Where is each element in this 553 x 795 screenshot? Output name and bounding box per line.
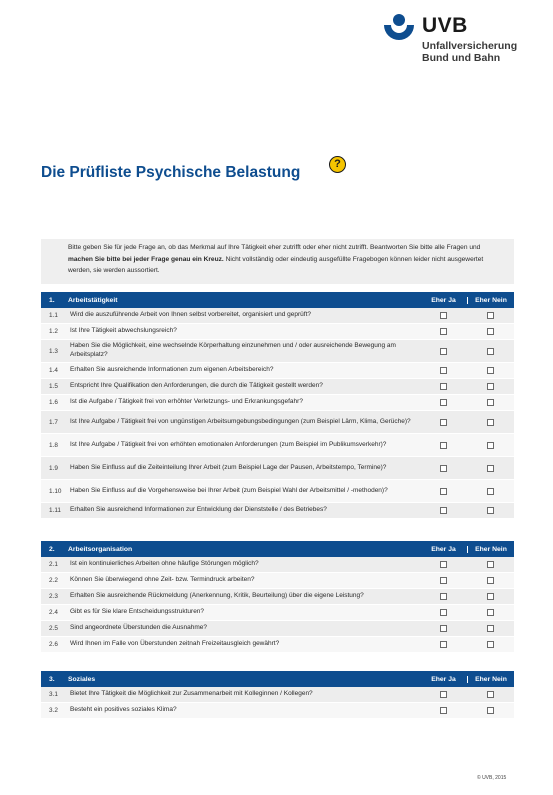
question-mark-icon: ? — [329, 156, 346, 173]
answer-yes-checkbox[interactable] — [440, 707, 447, 714]
question-row — [41, 379, 514, 395]
answer-yes-checkbox[interactable] — [440, 399, 447, 406]
question-row — [41, 573, 514, 589]
question-row — [41, 503, 514, 519]
question-row — [41, 340, 514, 363]
answer-no-checkbox[interactable] — [487, 442, 494, 449]
question-number: 3.2 — [49, 707, 58, 714]
question-text: Haben Sie Einfluss auf die Vorgehensweise bei Ihrer Arbeit (zum Beispiel Wahl der Arbeitsmittel / -methoden)? — [70, 486, 388, 494]
question-text: Wird die auszuführende Arbeit von Ihnen selbst vorbereitet, organisiert und geprüft? — [70, 311, 312, 319]
answer-yes-checkbox[interactable] — [440, 593, 447, 600]
section-title: Arbeitsorganisation — [68, 545, 133, 553]
question-text: Ist die Aufgabe / Tätigkeit frei von erhöhter Verletzungs- und Erkrankungsgefahr? — [70, 398, 303, 406]
answer-yes-cell — [420, 363, 467, 378]
answer-no-checkbox[interactable] — [487, 561, 494, 568]
answer-no-cell — [467, 395, 514, 410]
question-row — [41, 411, 514, 434]
question-number: 2.2 — [49, 577, 58, 584]
answer-yes-cell — [420, 308, 467, 323]
section-number: 2. — [49, 545, 55, 553]
answer-no-cell — [467, 457, 514, 479]
section-title: Soziales — [68, 675, 96, 683]
answer-no-cell — [467, 687, 514, 702]
question-number: 2.4 — [49, 609, 58, 616]
answer-no-checkbox[interactable] — [487, 465, 494, 472]
column-header-yes: Eher Ja — [431, 296, 456, 304]
answer-no-checkbox[interactable] — [487, 691, 494, 698]
answer-yes-cell — [420, 324, 467, 339]
answer-yes-cell — [420, 637, 467, 652]
answer-yes-checkbox[interactable] — [440, 488, 447, 495]
answer-no-cell — [467, 621, 514, 636]
answer-no-cell — [467, 411, 514, 433]
intro-part2: Nicht vollständig oder eindeutig ausgefüllte Fragebogen können leider nicht ausgewertet werden, sie werden aussortiert. — [68, 255, 484, 274]
question-number: 1.11 — [49, 507, 61, 514]
answer-no-cell — [467, 573, 514, 588]
title-area — [41, 158, 341, 186]
question-number: 2.5 — [49, 625, 58, 632]
answer-no-checkbox[interactable] — [487, 328, 494, 335]
answer-no-cell — [467, 308, 514, 323]
answer-no-cell — [467, 589, 514, 604]
column-header-yes: Eher Ja — [431, 545, 456, 553]
question-text: Ist Ihre Tätigkeit abwechslungsreich? — [70, 327, 177, 335]
question-number: 1.9 — [49, 464, 58, 472]
question-number: 1.4 — [49, 367, 58, 374]
question-number: 2.3 — [49, 593, 58, 600]
section-number: 3. — [49, 675, 55, 683]
answer-yes-checkbox[interactable] — [440, 383, 447, 390]
question-number: 1.3 — [49, 347, 58, 355]
section-2 — [41, 541, 514, 653]
answer-no-cell — [467, 557, 514, 572]
answer-no-checkbox[interactable] — [487, 488, 494, 495]
question-number: 1.6 — [49, 399, 58, 406]
answer-yes-checkbox[interactable] — [440, 577, 447, 584]
question-text: Ist Ihre Aufgabe / Tätigkeit frei von erhöhten emotionalen Anforderungen (zum Beispiel im Publikumsverkehr)? — [70, 440, 387, 448]
intro-text — [41, 239, 514, 284]
section-header — [41, 292, 514, 308]
question-row — [41, 605, 514, 621]
question-text: Sind angeordnete Überstunden die Ausnahme? — [70, 624, 207, 632]
question-number: 1.10 — [49, 487, 62, 495]
answer-yes-cell — [420, 621, 467, 636]
answer-yes-cell — [420, 457, 467, 479]
logo-subtitle-line1: Unfallversicherung — [422, 40, 518, 52]
question-number: 1.1 — [49, 312, 58, 319]
question-row — [41, 557, 514, 573]
section-header — [41, 541, 514, 557]
answer-no-cell — [467, 503, 514, 518]
answer-yes-checkbox[interactable] — [440, 691, 447, 698]
question-row — [41, 480, 514, 503]
answer-no-cell — [467, 363, 514, 378]
question-number: 2.1 — [49, 561, 58, 568]
question-row — [41, 687, 514, 703]
answer-no-checkbox[interactable] — [487, 507, 494, 514]
question-number: 2.6 — [49, 641, 58, 648]
column-header-no: Eher Nein — [467, 546, 514, 553]
question-text: Haben Sie die Möglichkeit, eine wechselnde Körperhaltung einzunehmen und / oder ausreichende Bewegung am Arbeitsplatz? — [70, 342, 396, 358]
intro-part1: Bitte geben Sie für jede Frage an, ob das Merkmal auf Ihre Tätigkeit eher zutrifft oder eher nicht zutrifft. Beantworten Sie bitte alle Fragen und — [68, 244, 481, 251]
answer-yes-cell — [420, 605, 467, 620]
answer-yes-checkbox[interactable] — [440, 419, 447, 426]
question-number: 3.1 — [49, 691, 58, 698]
answer-yes-checkbox[interactable] — [440, 348, 447, 355]
question-row — [41, 434, 514, 457]
question-text: Erhalten Sie ausreichende Rückmeldung (Anerkennung, Kritik, Beurteilung) über die eigene Leistung? — [70, 592, 364, 600]
answer-yes-checkbox[interactable] — [440, 465, 447, 472]
answer-yes-cell — [420, 395, 467, 410]
column-header-no: Eher Nein — [467, 676, 514, 683]
answer-yes-checkbox[interactable] — [440, 609, 447, 616]
answer-yes-checkbox[interactable] — [440, 641, 447, 648]
question-number: 1.8 — [49, 441, 58, 449]
answer-no-cell — [467, 637, 514, 652]
question-row — [41, 589, 514, 605]
answer-yes-cell — [420, 687, 467, 702]
question-row — [41, 324, 514, 340]
intro-bold: machen Sie bitte bei jeder Frage genau ein Kreuz. — [68, 255, 224, 263]
logo-subtitle — [422, 40, 517, 64]
question-text: Besteht ein positives soziales Klima? — [70, 706, 177, 714]
logo-name: UVB — [422, 14, 468, 37]
answer-no-cell — [467, 605, 514, 620]
question-number: 1.2 — [49, 328, 58, 335]
question-text: Entspricht Ihre Qualifikation den Anforderungen, die durch die Tätigkeit gestellt werden? — [70, 382, 323, 390]
answer-no-checkbox[interactable] — [487, 609, 494, 616]
question-text: Gibt es für Sie klare Entscheidungsstrukturen? — [70, 608, 205, 616]
answer-yes-checkbox[interactable] — [440, 561, 447, 568]
answer-no-cell — [467, 480, 514, 502]
section-header — [41, 671, 514, 687]
answer-no-cell — [467, 703, 514, 718]
answer-yes-cell — [420, 340, 467, 362]
answer-no-checkbox[interactable] — [487, 399, 494, 406]
answer-no-checkbox[interactable] — [487, 577, 494, 584]
answer-no-checkbox[interactable] — [487, 641, 494, 648]
answer-yes-cell — [420, 589, 467, 604]
question-row — [41, 703, 514, 719]
answer-yes-cell — [420, 379, 467, 394]
question-row — [41, 395, 514, 411]
question-number: 1.5 — [49, 383, 58, 390]
answer-yes-checkbox[interactable] — [440, 367, 447, 374]
question-text: Ist Ihre Aufgabe / Tätigkeit frei von ungünstigen Arbeitsumgebungsbedingungen (zum Beispiel Lärm, Klima, Gerüche)? — [70, 417, 411, 425]
answer-yes-cell — [420, 434, 467, 456]
answer-yes-checkbox[interactable] — [440, 312, 447, 319]
answer-no-checkbox[interactable] — [487, 593, 494, 600]
question-row — [41, 621, 514, 637]
question-number: 1.7 — [49, 418, 58, 426]
question-row — [41, 637, 514, 653]
question-text: Können Sie überwiegend ohne Zeit- bzw. Termindruck arbeiten? — [70, 576, 255, 584]
question-text: Ist ein kontinuierliches Arbeiten ohne häufige Störungen möglich? — [70, 560, 259, 568]
answer-yes-cell — [420, 503, 467, 518]
column-header-yes: Eher Ja — [431, 675, 456, 683]
question-text: Erhalten Sie ausreichend Informationen zur Entwicklung der Dienststelle / des Betriebes? — [70, 506, 327, 514]
question-text: Bietet Ihre Tätigkeit die Möglichkeit zur Zusammenarbeit mit Kolleginnen / Kollegen? — [70, 690, 313, 698]
answer-yes-cell — [420, 557, 467, 572]
answer-no-checkbox[interactable] — [487, 312, 494, 319]
question-text: Haben Sie Einfluss auf die Zeiteinteilung Ihrer Arbeit (zum Beispiel Lage der Pausen, Arbeitstempo, Termine)? — [70, 463, 387, 471]
answer-yes-checkbox[interactable] — [440, 507, 447, 514]
section-title: Arbeitstätigkeit — [68, 296, 118, 304]
answer-yes-cell — [420, 703, 467, 718]
uvb-logo-icon — [382, 13, 416, 47]
question-text: Wird Ihnen im Falle von Überstunden zeitnah Freizeitausgleich gewährt? — [70, 640, 280, 648]
question-row — [41, 308, 514, 324]
column-header-no: Eher Nein — [467, 297, 514, 304]
section-1 — [41, 292, 514, 519]
logo-subtitle-line2: Bund und Bahn — [422, 52, 501, 64]
answer-yes-cell — [420, 480, 467, 502]
uvb-logo — [382, 13, 532, 75]
answer-yes-cell — [420, 573, 467, 588]
question-row — [41, 363, 514, 379]
copyright: © UVB, 2015 — [477, 775, 507, 781]
answer-no-checkbox[interactable] — [487, 367, 494, 374]
answer-no-cell — [467, 434, 514, 456]
section-number: 1. — [49, 296, 55, 304]
answer-no-cell — [467, 340, 514, 362]
page-title: Die Prüfliste Psychische Belastung — [41, 164, 301, 181]
section-3 — [41, 671, 514, 719]
question-text: Erhalten Sie ausreichende Informationen zum eigenen Arbeitsbereich? — [70, 366, 274, 374]
answer-no-checkbox[interactable] — [487, 348, 494, 355]
answer-yes-checkbox[interactable] — [440, 442, 447, 449]
answer-no-checkbox[interactable] — [487, 707, 494, 714]
answer-no-checkbox[interactable] — [487, 419, 494, 426]
answer-yes-cell — [420, 411, 467, 433]
answer-no-cell — [467, 379, 514, 394]
answer-no-checkbox[interactable] — [487, 383, 494, 390]
answer-no-cell — [467, 324, 514, 339]
question-row — [41, 457, 514, 480]
answer-yes-checkbox[interactable] — [440, 328, 447, 335]
answer-no-checkbox[interactable] — [487, 625, 494, 632]
answer-yes-checkbox[interactable] — [440, 625, 447, 632]
